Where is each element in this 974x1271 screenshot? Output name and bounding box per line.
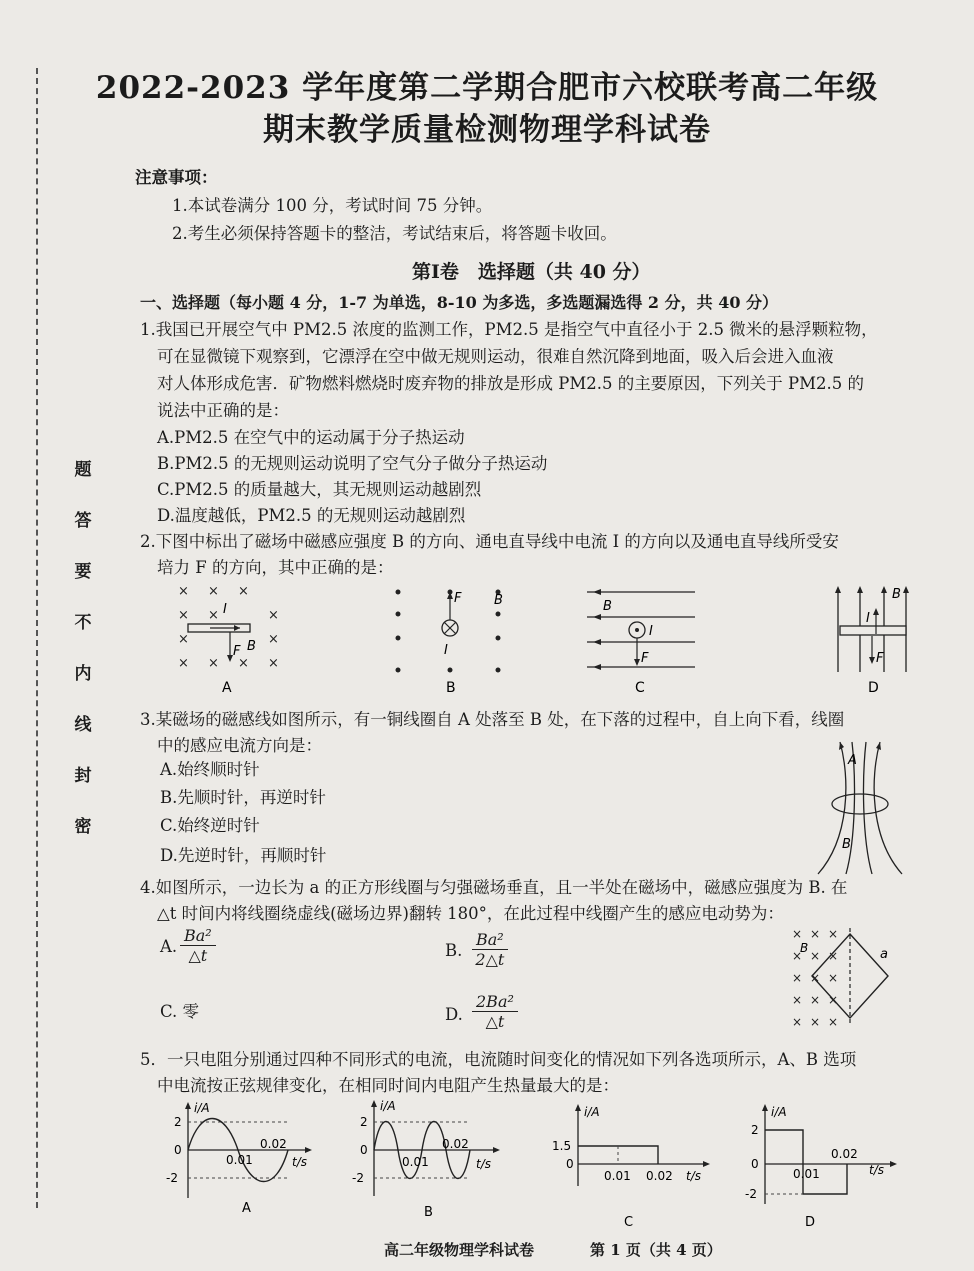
y-tick: 2 (174, 1115, 182, 1129)
x-tick: 0.01 (604, 1169, 631, 1183)
symbol-b: B (603, 599, 612, 614)
exam-title-line2: 期末教学质量检测物理学科试卷 (263, 112, 711, 148)
svg-text:×: × (178, 656, 189, 671)
svg-text:×: × (828, 971, 839, 985)
symbol-f: F (876, 651, 884, 666)
section-instructions: 一、选择题（每小题 4 分，1-7 为单选，8-10 为多选，多选题漏选得 2 分，共 40 分） (140, 293, 779, 312)
svg-text:×: × (828, 927, 839, 941)
q4-option-d-fraction: $\frac{\text{2Ba²}}{\triangle t}$ (472, 992, 518, 1031)
y-axis-label: i/A (194, 1101, 210, 1115)
q1-option-b: B.PM2.5 的无规则运动说明了空气分子做分子热运动 (157, 454, 548, 473)
x-tick: 0.01 (402, 1155, 429, 1169)
q5-chart-c (548, 1100, 718, 1230)
current-curve (765, 1130, 847, 1194)
svg-text:×: × (208, 584, 219, 599)
q3-option-d: D.先逆时针，再顺时针 (160, 846, 327, 865)
chart-label: B (424, 1205, 433, 1220)
svg-text:×: × (828, 993, 839, 1007)
seal-char: 题 (74, 460, 92, 480)
q2-figure-a (170, 580, 290, 700)
q4-line: △t 时间内将线圈绕虚线(磁场边界)翻转 180°，在此过程中线圈产生的感应电动势为： (157, 904, 784, 923)
svg-text:×: × (792, 949, 803, 963)
seal-margin-text (68, 455, 98, 863)
svg-text:×: × (238, 656, 249, 671)
y-axis-label: i/A (380, 1099, 396, 1113)
q4-coil-figure (788, 926, 898, 1036)
x-tick: 0.01 (793, 1167, 820, 1181)
figure-label: D (868, 680, 879, 696)
svg-text:×: × (828, 949, 839, 963)
q4-option-a-label: A. (160, 937, 178, 956)
label-a: A (848, 753, 857, 768)
q2-line: 2.下图中标出了磁场中磁感应强度 B 的方向、通电直导线中电流 I 的方向以及通电直导线所受安 (140, 532, 839, 551)
x-tick: 0.01 (226, 1153, 253, 1167)
symbol-i: I (649, 624, 653, 639)
footer-subject: 高二年级物理学科试卷 (384, 1241, 535, 1259)
svg-text:×: × (792, 927, 803, 941)
symbol-i: I (866, 611, 870, 626)
q3-option-a: A.始终顺时针 (160, 760, 260, 779)
q5-line: 5．一只电阻分别通过四种不同形式的电流，电流随时间变化的情况如下列各选项所示，A、B 选项 (140, 1050, 857, 1069)
field-label: B (800, 941, 809, 955)
svg-text:×: × (178, 632, 189, 647)
q5-chart-d (745, 1100, 905, 1230)
q3-option-b: B.先顺时针，再逆时针 (160, 788, 326, 807)
q5-chart-b (350, 1096, 510, 1222)
q3-line: 3.某磁场的磁感线如图所示，有一铜线圈自 A 处落至 B 处，在下落的过程中，自上向下看，线圈 (140, 710, 845, 729)
symbol-b: B (494, 593, 503, 608)
exam-title-line1: 2022-2023 学年度第二学期合肥市六校联考高二年级 (95, 70, 879, 106)
svg-text:×: × (810, 993, 821, 1007)
svg-text:×: × (810, 927, 821, 941)
y-tick: -2 (166, 1171, 178, 1185)
figure-label: B (446, 680, 456, 696)
q1-line: 对人体形成危害．矿物燃料燃烧时废弃物的排放是形成 PM2.5 的主要原因，下列关于 PM2.5 的 (157, 374, 864, 393)
svg-text:×: × (178, 608, 189, 623)
seal-char: 线 (74, 715, 92, 735)
seal-char: 密 (74, 817, 92, 837)
svg-text:×: × (268, 632, 279, 647)
symbol-f: F (641, 651, 649, 666)
q4-option-a-fraction: $\frac{\text{Ba²}}{\triangle t}$ (180, 926, 216, 965)
q4-line: 4.如图所示，一边长为 a 的正方形线圈与匀强磁场垂直，且一半处在磁场中，磁感应强度为 B. 在 (140, 878, 848, 897)
seal-char: 不 (74, 613, 92, 633)
q1-option-c: C.PM2.5 的质量越大，其无规则运动越剧烈 (157, 480, 482, 499)
note-item: 1.本试卷满分 100 分，考试时间 75 分钟。 (172, 196, 493, 215)
svg-text:×: × (792, 993, 803, 1007)
chart-label: A (242, 1201, 251, 1216)
x-tick: 0.02 (260, 1137, 287, 1151)
svg-text:×: × (268, 608, 279, 623)
q5-chart-a (160, 1098, 320, 1220)
x-tick: 0.02 (831, 1147, 858, 1161)
note-item: 2.考生必须保持答题卡的整洁，考试结束后，将答题卡收回。 (172, 224, 617, 243)
svg-text:×: × (828, 1015, 839, 1029)
x-tick: 0.02 (646, 1169, 673, 1183)
symbol-f: F (233, 644, 241, 659)
y-axis-label: i/A (584, 1105, 600, 1119)
q3-option-c: C.始终逆时针 (160, 816, 260, 835)
chart-label: C (624, 1215, 634, 1230)
svg-text:×: × (810, 1015, 821, 1029)
q4-option-b-fraction: $\frac{\text{Ba²}}{2\triangle t}$ (472, 930, 508, 969)
q2-figure-b (388, 580, 518, 700)
y-tick: -2 (352, 1171, 364, 1185)
svg-text:×: × (792, 971, 803, 985)
y-tick: 1.5 (552, 1139, 572, 1153)
seal-line (36, 68, 38, 1208)
y-tick: -2 (745, 1187, 757, 1201)
q1-line: 说法中正确的是： (157, 401, 289, 420)
seal-char: 要 (74, 562, 92, 582)
label-b: B (842, 837, 851, 852)
notes-heading: 注意事项： (135, 168, 218, 187)
svg-text:×: × (792, 1015, 803, 1029)
symbol-b: B (892, 587, 901, 602)
y-tick: 0 (566, 1157, 574, 1171)
seal-char: 答 (74, 511, 92, 531)
svg-text:×: × (208, 656, 219, 671)
side-label: a (880, 947, 888, 962)
footer-page: 第 1 页（共 4 页） (590, 1241, 722, 1259)
y-tick: 0 (360, 1143, 368, 1157)
symbol-i: I (444, 643, 448, 658)
q5-line: 中电流按正弦规律变化，在相同时间内电阻产生热量最大的是： (157, 1076, 619, 1095)
symbol-i: I (223, 602, 227, 617)
svg-text:×: × (810, 971, 821, 985)
x-tick: 0.02 (442, 1137, 469, 1151)
seal-char: 封 (74, 766, 92, 786)
q4-option-b-label: B. (445, 941, 463, 960)
q1-option-d: D.温度越低，PM2.5 的无规则运动越剧烈 (157, 506, 466, 525)
q4-option-c: C. 零 (160, 1002, 200, 1021)
q4-option-d-label: D. (445, 1005, 463, 1024)
figure-label: A (222, 680, 232, 696)
q2-figure-c (585, 582, 700, 700)
seal-char: 内 (74, 664, 92, 684)
svg-text:×: × (178, 584, 189, 599)
y-axis-label: i/A (771, 1105, 787, 1119)
q3-field-figure (810, 738, 910, 878)
symbol-f: F (454, 591, 462, 606)
x-axis-label: t/s (869, 1163, 884, 1177)
x-axis-label: t/s (686, 1169, 701, 1183)
svg-text:×: × (208, 608, 219, 623)
y-tick: 0 (174, 1143, 182, 1157)
x-axis-label: t/s (476, 1157, 491, 1171)
chart-label: D (805, 1215, 816, 1230)
q1-option-a: A.PM2.5 在空气中的运动属于分子热运动 (157, 428, 465, 447)
q3-line: 中的感应电流方向是： (157, 736, 322, 755)
q1-line: 1.我国已开展空气中 PM2.5 浓度的监测工作，PM2.5 是指空气中直径小于 2.5 微米的悬浮颗粒物， (140, 320, 878, 339)
q1-line: 可在显微镜下观察到，它漂浮在空中做无规则运动，很难自然沉降到地面，吸入后会进入血液 (157, 347, 834, 366)
y-tick: 2 (751, 1123, 759, 1137)
q2-line: 培力 F 的方向，其中正确的是： (157, 558, 394, 577)
wire (840, 626, 906, 635)
section-title: 第Ⅰ卷 选择题（共 40 分） (412, 261, 651, 283)
figure-label: C (635, 680, 645, 696)
q2-figure-d (830, 582, 920, 700)
x-axis-label: t/s (292, 1155, 307, 1169)
svg-text:×: × (268, 656, 279, 671)
symbol-b: B (247, 639, 256, 654)
y-tick: 0 (751, 1157, 759, 1171)
svg-text:×: × (238, 584, 249, 599)
svg-text:×: × (810, 949, 821, 963)
y-tick: 2 (360, 1115, 368, 1129)
